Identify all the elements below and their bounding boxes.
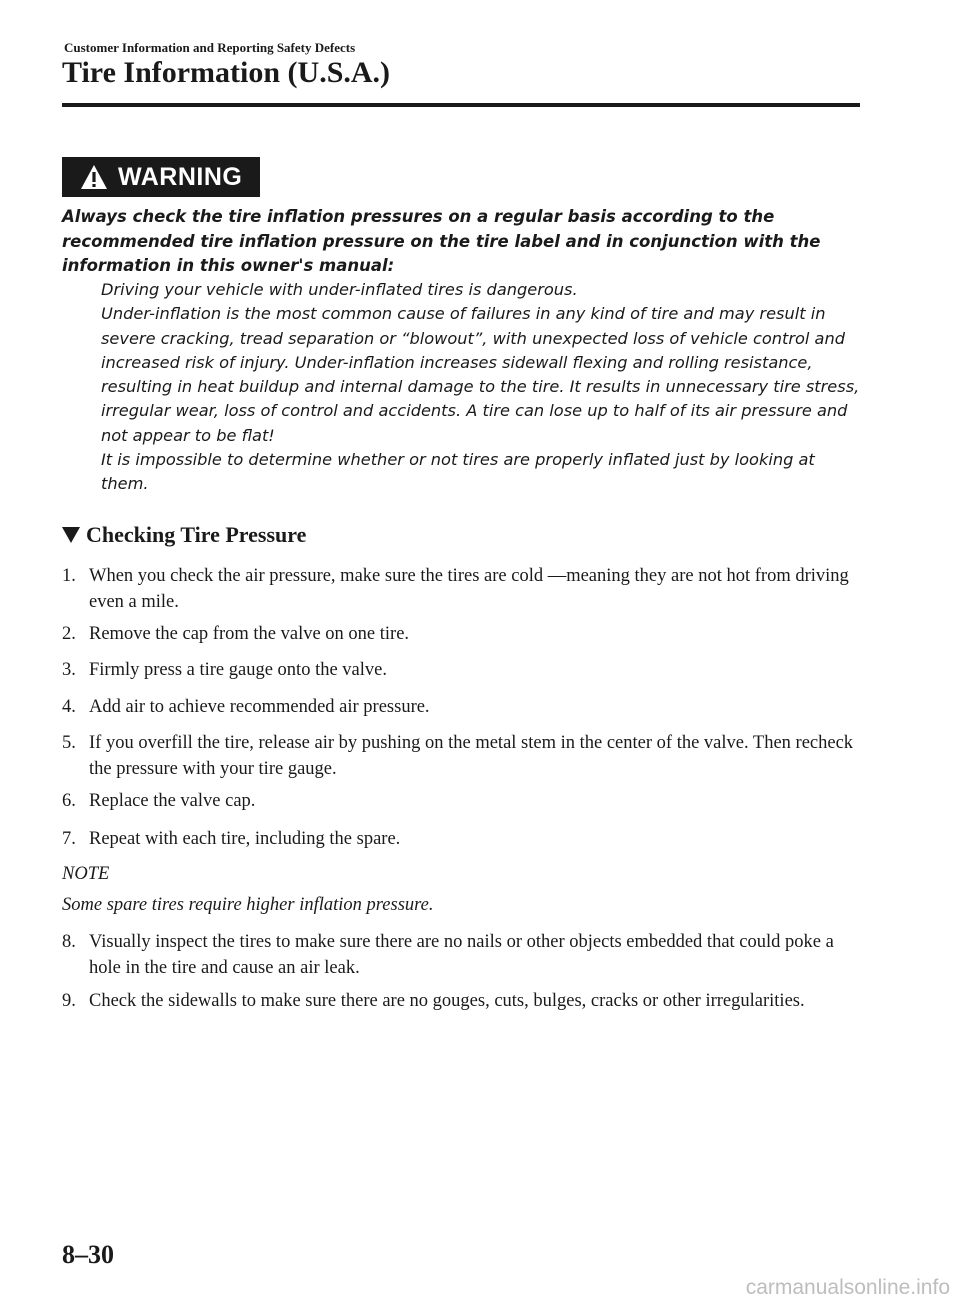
list-item	[62, 730, 862, 782]
step-number: 1.	[62, 566, 76, 586]
page-title: Tire Information (U.S.A.)	[62, 56, 391, 89]
subsection-heading	[62, 522, 306, 548]
step-text: Replace the valve cap.	[89, 791, 256, 811]
list-item	[62, 563, 862, 615]
note-text: Some spare tires require higher inflation pressure.	[62, 895, 434, 915]
step-text: If you overfill the tire, release air by pushing on the metal stem in the center of the valve. Then recheck the pressure with your tire gauge.	[89, 733, 854, 779]
step-text: Firmly press a tire gauge onto the valve.	[89, 660, 387, 680]
note-label: NOTE	[62, 864, 110, 884]
page-number: 8–30	[62, 1240, 114, 1269]
step-text: Remove the cap from the valve on one tire.	[89, 624, 410, 644]
warning-lead: Always check the tire inflation pressures on a regular basis according to the recommended tire inflation pressure on the tire label and in conjunction with the information in this owner's manual:	[62, 207, 821, 275]
warning-body	[101, 278, 861, 497]
step-number: 2.	[62, 624, 76, 644]
list-item	[62, 694, 862, 720]
list-item	[62, 657, 862, 683]
warning-triangle-icon	[80, 164, 108, 190]
list-item	[62, 788, 862, 814]
section-label: Customer Information and Reporting Safety Defects	[64, 40, 356, 55]
step-text: Repeat with each tire, including the spare.	[89, 829, 401, 849]
warning-paragraph: Under-inflation is the most common cause of failures in any kind of tire and may result in severe cracking, tread separation or “blowout”, with unexpected loss of vehicle control and increased risk of injury. Under-inflation increases sidewall flexing and rolling resistance, resulting in heat buildup and internal damage to the tire. It results in unnecessary tire stress, irregular wear, loss of control and accidents. A tire can lose up to half of its air pressure and not appear to be flat!	[101, 304, 860, 445]
step-text: Add air to achieve recommended air pressure.	[89, 697, 430, 717]
step-number: 3.	[62, 660, 76, 680]
warning-badge	[62, 157, 260, 197]
step-number: 8.	[62, 932, 76, 952]
step-text: Visually inspect the tires to make sure there are no nails or other objects embedded that could poke a hole in the tire and cause an air leak.	[89, 932, 834, 978]
list-item	[62, 621, 862, 647]
warning-label: WARNING	[118, 162, 243, 191]
step-number: 6.	[62, 791, 76, 811]
watermark: carmanualsonline.info	[745, 1276, 950, 1299]
step-text: Check the sidewalls to make sure there are no gouges, cuts, bulges, cracks or other irregularities.	[89, 991, 805, 1011]
list-item	[62, 988, 862, 1014]
step-text: When you check the air pressure, make sure the tires are cold —meaning they are not hot from driving even a mile.	[89, 566, 849, 612]
warning-paragraph: Driving your vehicle with under-inflated tires is dangerous.	[101, 280, 578, 299]
subsection-heading-text: Checking Tire Pressure	[86, 522, 307, 547]
step-number: 9.	[62, 991, 76, 1011]
step-number: 7.	[62, 829, 76, 849]
list-item	[62, 929, 862, 981]
step-number: 4.	[62, 697, 76, 717]
list-item	[62, 826, 862, 852]
step-number: 5.	[62, 733, 76, 753]
title-rule	[62, 103, 860, 107]
warning-paragraph: It is impossible to determine whether or not tires are properly inflated just by looking at them.	[101, 450, 815, 494]
section-triangle-icon	[62, 527, 80, 543]
